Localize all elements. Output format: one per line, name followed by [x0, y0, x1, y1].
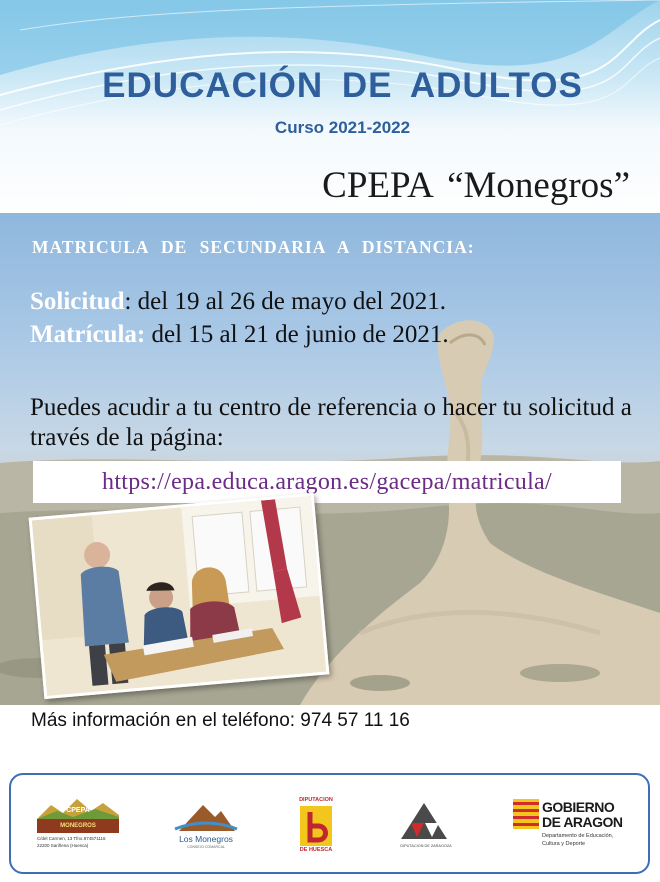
dph-line2: DE HUESCA — [299, 847, 333, 853]
info-text: Puedes acudir a tu centro de referencia o hacer tu solicitud a través de la página: — [30, 394, 632, 451]
cpepa-sub: MONEGROS — [60, 823, 96, 829]
content-band — [0, 213, 660, 705]
gobierno-aragon-logo — [513, 799, 631, 855]
sponsor-logos — [9, 773, 650, 874]
page-title: EDUCACIÓN DE ADULTOS — [102, 66, 583, 105]
matricula-label: Matrícula: — [30, 321, 146, 348]
aragon-line2: DE ARAGON — [542, 814, 623, 830]
dpz-logo — [399, 803, 452, 855]
cpepa-address-2: 22200 Sariñena (Huesca) — [37, 843, 89, 848]
matricula-line — [30, 318, 449, 351]
cpepa-name: CPEPA — [66, 807, 90, 814]
dpz-name: DIPUTACION DE ZARAGOZA — [400, 844, 452, 848]
los-monegros-sub: CONSEJO COMARCAL — [187, 845, 225, 849]
dph-emblem-icon — [296, 806, 336, 846]
section-heading: MATRICULA DE SECUNDARIA A DISTANCIA: — [32, 237, 475, 257]
los-monegros-name: Los Monegros — [179, 834, 233, 844]
solicitud-line — [30, 285, 449, 318]
dates-block — [30, 285, 449, 351]
aragon-line1: GOBIERNO — [542, 799, 615, 815]
dph-logo — [296, 797, 336, 855]
matricula-dates: del 15 al 21 de junio de 2021. — [145, 321, 449, 348]
phone-info: Más información en el teléfono: 974 57 11 16 — [31, 710, 410, 731]
enrollment-link[interactable]: https://epa.educa.aragon.es/gacepa/matricula/ — [102, 468, 552, 495]
dpz-triangle-icon — [399, 803, 449, 841]
cpepa-logo — [37, 797, 119, 857]
header — [0, 0, 660, 215]
solicitud-label: Solicitud — [30, 288, 125, 315]
classroom-illustration — [32, 496, 326, 696]
cpepa-address-1: C/del Carmen, 13 Tfno.974571116 — [37, 836, 106, 841]
los-monegros-mountain-icon — [171, 801, 241, 835]
solicitud-dates: : del 19 al 26 de mayo del 2021. — [124, 288, 446, 315]
center-name: CPEPA “Monegros” — [322, 165, 630, 206]
url-box — [33, 461, 621, 503]
classroom-photo — [29, 493, 330, 699]
course-year: Curso 2021-2022 — [274, 118, 411, 137]
aragon-sub2: Cultura y Deporte — [542, 841, 586, 847]
los-monegros-logo — [171, 801, 241, 855]
aragon-flag-icon — [513, 799, 539, 829]
dph-line1: DIPUTACION — [299, 797, 333, 803]
aragon-sub1: Departamento de Educación, — [542, 833, 614, 839]
